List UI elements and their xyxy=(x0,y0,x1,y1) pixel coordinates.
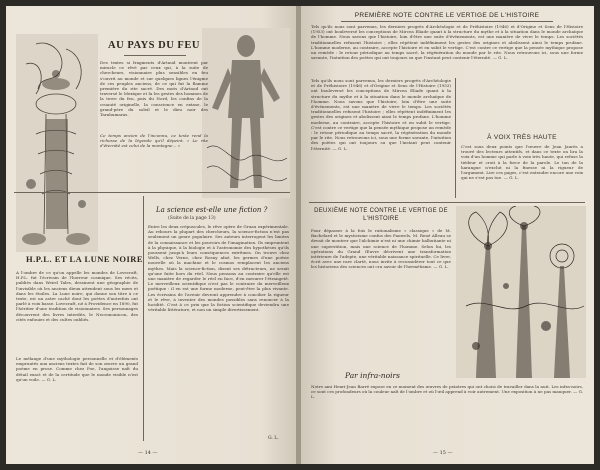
article-col1b: Le mélange d'une mythologie personnelle et d'éléments empruntés aux anciens textes fait de son œuvre un grand poème en prose. Comme chez Poe, l'angoisse naît du détail exact et de la certitude que le monde visible n'est qu'un voile. — G. L. xyxy=(16,356,138,382)
infra-noirs-title: Par infra-noirs xyxy=(345,371,400,380)
note1-text-cont: Tels qu'ils nous sont parvenus, les derniers progrès d'Archéologie et de Préhistoire (1946) et d'Origine et Sens de l'Histoire (1953) ont bouleversé les conceptions de Mircea Eliade quant à la structure du mythe et à la situation dans le monde archaïque de l'homme. Nous savons que l'histoire, loin d'être une suite d'événements, est une manière de vivre le temps. Les sociétés traditionnelles refusent l'histoire ; elles répètent indéfiniment les gestes des origines et abolissent ainsi le temps profane. L'homme moderne, au contraire, accepte l'histoire et en subit le vertige. C'est contre ce vertige que la pensée mythique propose un remède : le retour périodique au temps sacré, la régénération du monde par le rite. Nous retrouvons ici, sous une forme savante, l'intuition des poètes qui ont toujours su que l'instant peut contenir l'éternité. — G. L. xyxy=(311,78,451,151)
sidebar-sign: G. L. xyxy=(268,436,279,441)
magazine-spread xyxy=(6,6,594,464)
figure-illustration xyxy=(202,28,290,198)
infra-noirs-text: Notre ami Henri-Jean Barré expose en ce moment des œuvres de peintres qui ont choisi de travailler dans la nuit. Les infra-noirs, ce sont ces profondeurs où la couleur naît de l'ombre et où l'œil apprend à voir autrement. Une exposition à ne pas manquer. — G. L. xyxy=(311,384,583,400)
note2-text: Pour dépasser à la fois le rationalisme « classique » de M. Bachelard et le mysticisme confus des Pauwels, M. René Alleau se devait de montrer que l'alchimie n'est ni une chimie balbutiante ni une superstition, mais une science de l'homme. Selon lui, les opérations du Grand Œuvre décrivent une transformation intérieure de l'adepte, une véritable naissance spirituelle. Ce livre, écrit avec une rare clarté, nous invite à reconsidérer tout ce que les historiens des sciences ont cru savoir de l'hermétisme. — G. L. xyxy=(311,228,451,270)
note1-title: PREMIÈRE NOTE CONTRE LE VERTIGE DE L'HISTOIRE xyxy=(354,12,540,19)
sidebar-sub: (Suite de la page 13) xyxy=(168,216,216,221)
right-page xyxy=(301,6,594,464)
sidebar-heading: La science est-elle une fiction ? xyxy=(156,206,268,214)
right-section-divider xyxy=(309,202,585,203)
left-intro: Des textes si fragments d'Artaud montrent par miracle ce rêvé par ceux qui, à la suite de chercheurs, visionnaire plus sensibles en feu s'ouvrit au monde et sur quelques lignes l'énigme de ces peuples anciens, de ce qui fut la flamme première du rite sacré. Des mots d'Artaud ont traversé le Mexique et lu les gestes des hommes de la terre du feu, puis du Nord, les confins de la cruauté originelle, la conscience en extase, le grand-père du soleil et le dieu noir des Tarahumaras. xyxy=(100,60,208,118)
voice-title: À VOIX TRÈS HAUTE xyxy=(487,134,557,141)
sidebar-text: Entre les deux crépuscules, le rêve opère de Gruau expérimentale. Au rebours la plupart des chercheurs, la science-fiction n'est pas seulement un genre populaire. Ses auteurs interrogent les limites de la connaissance et les pouvoirs de l'imagination. Ils empruntent à la physique, à la biologie et à l'astronomie des hypothèses qu'ils poussent jusqu'à leurs conséquences extrêmes. On trouve chez Wells, chez Verne, chez Rosny aîné, les germes d'une poésie nouvelle où la machine et le cosmos remplacent les anciens mythes. Mais la science-fiction, disent ses détracteurs, ne serait qu'une fuite hors du réel. Nous pensons au contraire qu'elle est une manière de regarder le réel en face, d'en mesurer l'étrangeté. Le merveilleux scientifique n'est pas le contraire du merveilleux poétique : il en est une forme moderne, peut-être la plus vivante. Les écrivains de l'avenir devront apprendre à concilier la rigueur et le rêve, à inventer des mondes possibles sans renoncer à la lucidité. C'est à ce prix que la fiction scientifique deviendra une véritable littérature, et non un simple divertissement. xyxy=(148,224,289,313)
note1-rule xyxy=(341,21,553,22)
left-page-number: — 14 — xyxy=(138,450,158,456)
right-column-divider xyxy=(455,78,456,198)
note1-text: Tels qu'ils nous sont parvenus, les derniers progrès d'Archéologie et de Préhistoire (1946) et d'Origine et Sens de l'Histoire (1953) ont bouleversé les conceptions de Mircea Eliade quant à la structure du mythe et à la situation dans le monde archaïque de l'homme. Nous savons que l'histoire, loin d'être une suite d'événements, est une manière de vivre le temps. Les sociétés traditionnelles refusent l'histoire ; elles répètent indéfiniment les gestes des origines et abolissent ainsi le temps profane. L'homme moderne, au contraire, accepte l'histoire et en subit le vertige. C'est contre ce vertige que la pensée mythique propose un remède : le retour périodique au temps sacré, la régénération du monde par le rite. Nous retrouvons ici, sous une forme savante, l'intuition des poètes qui ont toujours su que l'instant peut contenir l'éternité. — G. L. xyxy=(311,24,583,61)
voice-text: C'est sous deux points que l'œuvre de Jean Jaurès a trouvé des lecteurs attentifs, et dans ce texte on lira la voix d'un homme qui parle à voix très haute, qui refuse la tiédeur et croit à la force de la parole. Le ton de la harangue n'exclut ni la finesse ni la rigueur de l'argument. Lire ces pages, c'est entendre encore une voix qui ne s'est pas tue. — G. L. xyxy=(461,144,583,181)
left-title: AU PAYS DU FEU xyxy=(108,40,200,51)
right-page-number: — 15 — xyxy=(433,450,453,456)
left-page xyxy=(6,6,297,464)
left-caption: Ce temps ancien de l'inconnu, ce texte rend la richesse de la légende qu'il dépeint. « Le rite d'éternité est celui de la montagne... » xyxy=(100,133,208,149)
title-underline xyxy=(124,55,186,56)
article-title: H.P.L. ET LA LUNE NOIRE xyxy=(26,254,144,264)
fire-country-illustration xyxy=(16,34,98,252)
note2-title: DEUXIÈME NOTE CONTRE LE VERTIGE DE L'HISTOIRE xyxy=(314,208,448,222)
section-divider xyxy=(14,192,290,193)
article-col1: A l'ombre de ce qu'on appelle les mondes de Lovecraft, H.P.L. fut l'écrivain de l'horreur cosmique. Ses récits, publiés dans Weird Tales, dessinent une géographie de l'invisible où les anciens dieux attendent sous les mers et dans les étoiles. La Lune noire, qui donne son titre à ce texte, est un astre caché dont les poètes d'autrefois ont parlé à voix basse. Lovecraft, né à Providence en 1890, fut l'héritier d'une tradition de visionnaires. Ses personnages découvrent des livres interdits, le Necronomicon, des cités enfouies et des cultes oubliés. xyxy=(16,270,138,322)
column-divider xyxy=(143,196,144,441)
botanical-illustration xyxy=(456,206,586,378)
